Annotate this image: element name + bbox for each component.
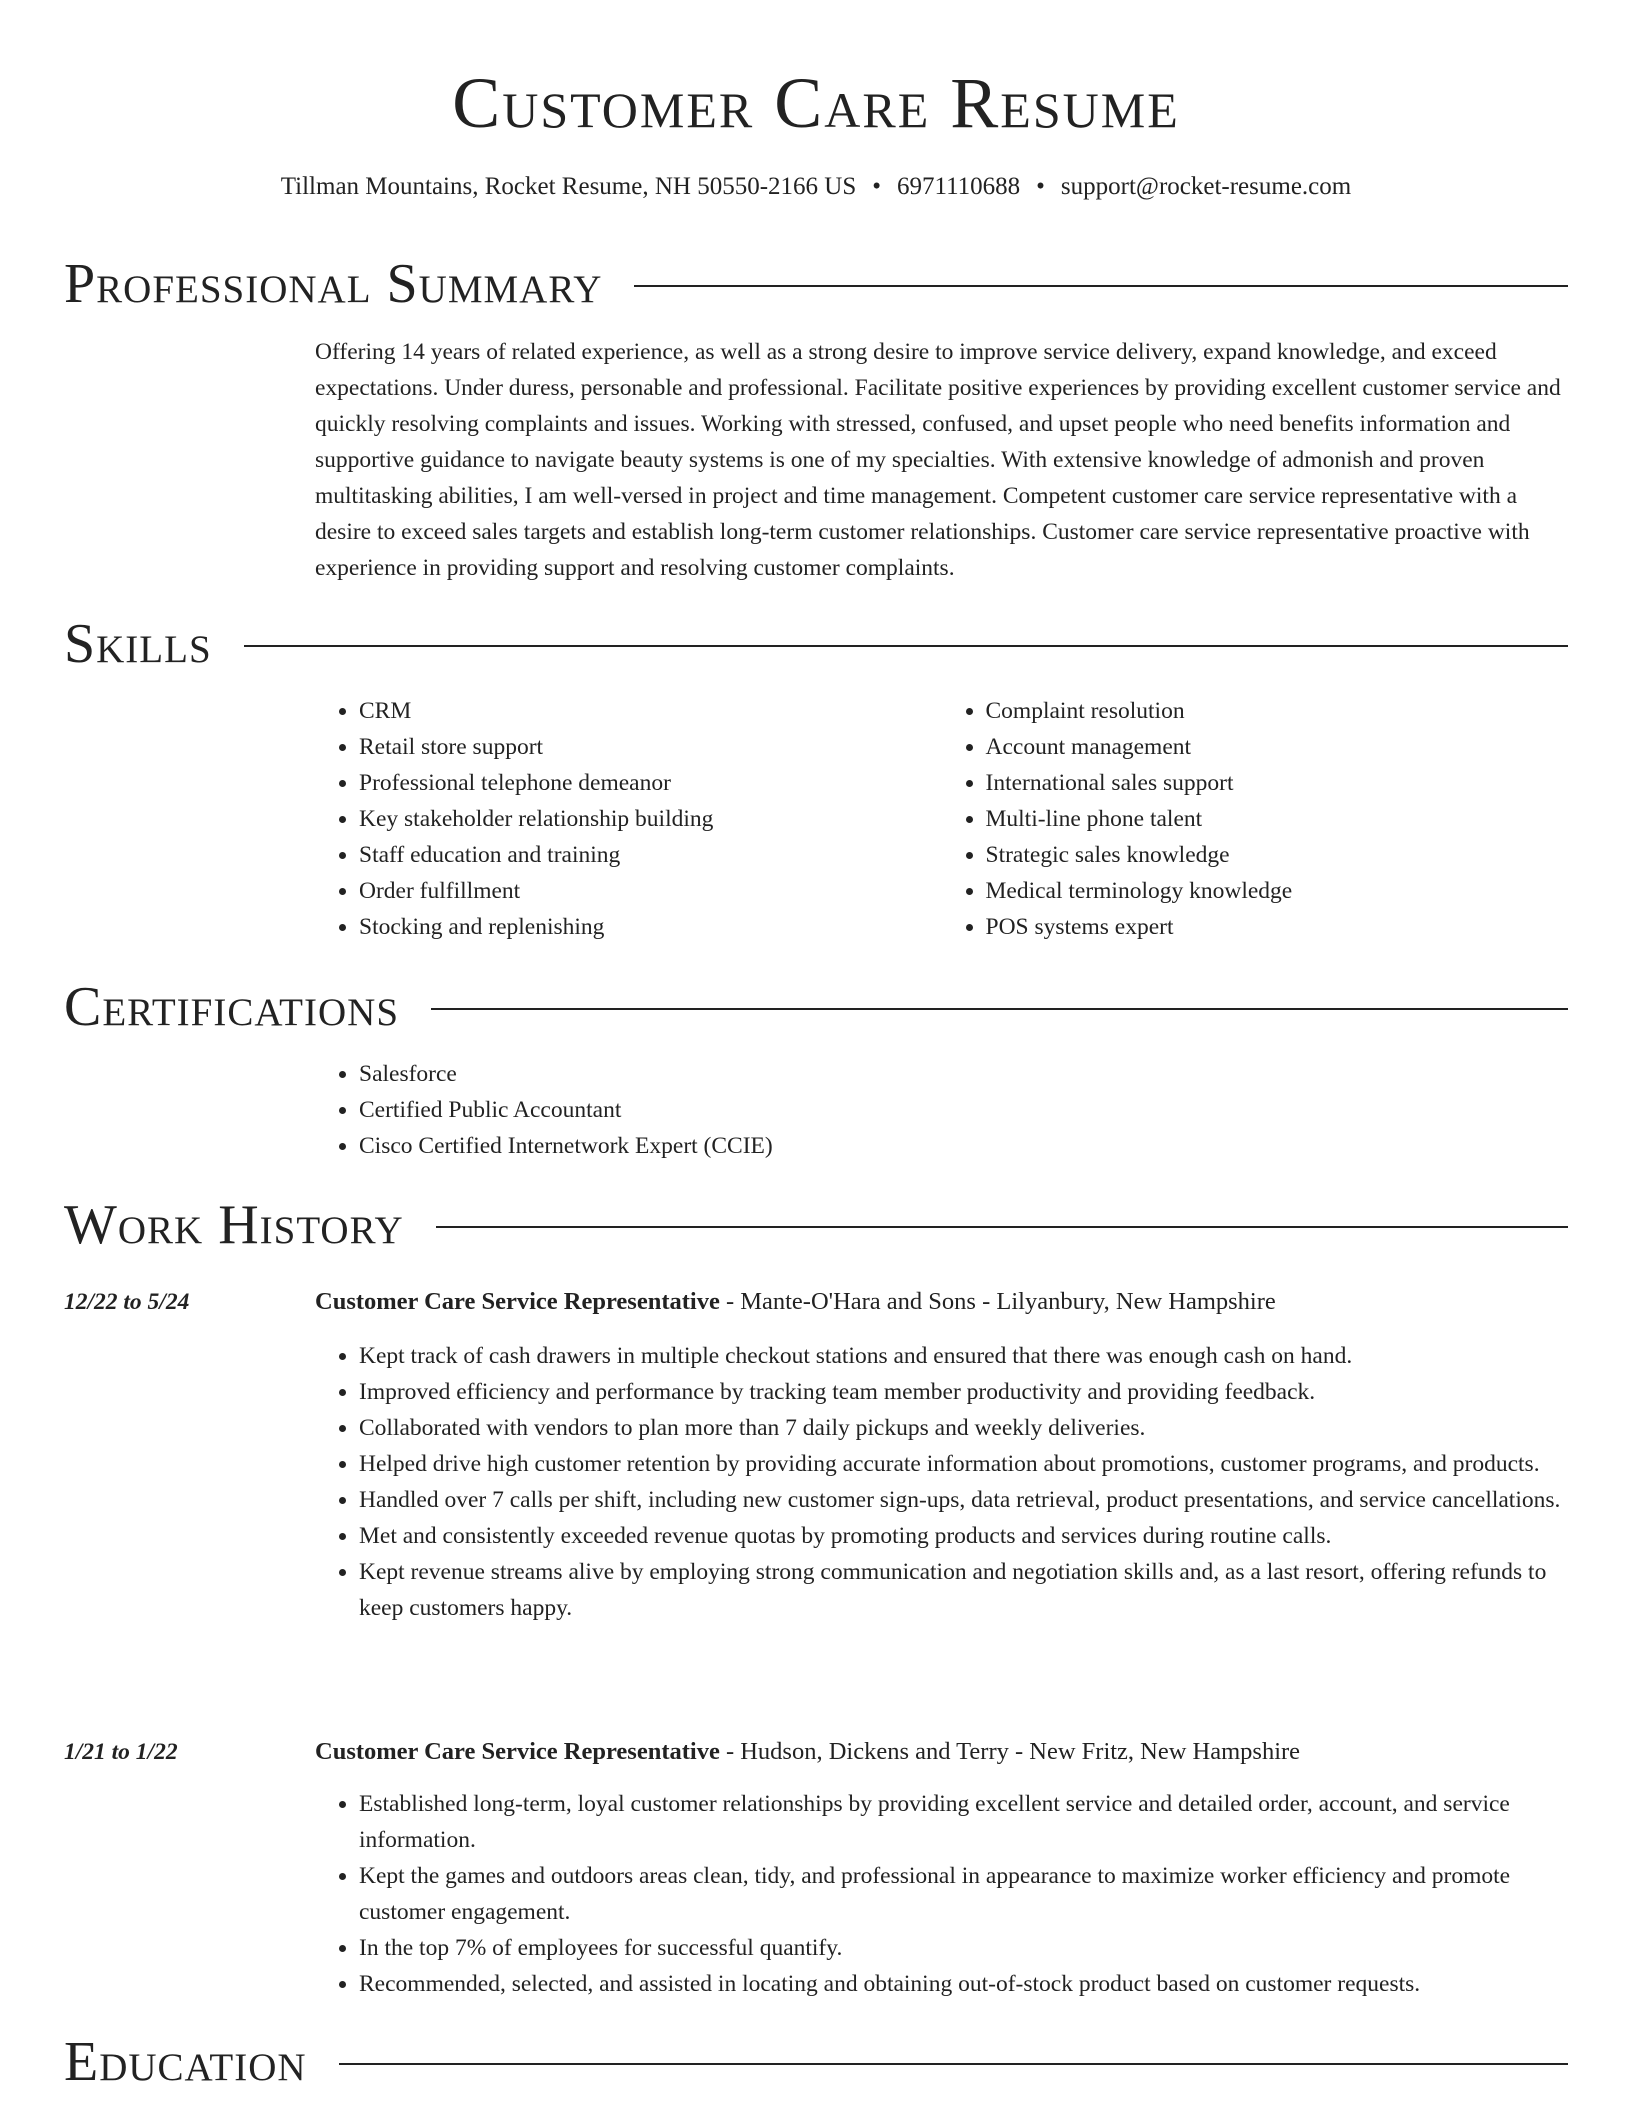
summary-text: Offering 14 years of related experience, as well as a strong desire to improve service delivery, expand knowledge, and exceed expectations. Under duress, personable and professional. Facilitate positive experiences by providing excellent customer service and quickly resolving complaints and issues. Working with stressed, confused, and upset people who need benefits information and supportive guidance to navigate beauty systems is one of my specialties. With extensive knowledge of admonish and proven multitasking abilities, I am well-versed in project and time management. Competent customer care service representative with a desire to exceed sales targets and establish long-term customer relationships. Customer care service representative proactive with experience in providing support and resolving customer complaints. [315,339,1561,581]
job-title: Customer Care Service Representative [315,1738,720,1765]
job-company: - Hudson, Dickens and Terry - New Fritz, New Hampshire [719,1738,1301,1765]
job-company: - Mante-O'Hara and Sons - Lilyanbury, New Hampshire [719,1288,1276,1315]
section-divider [339,2063,1568,2065]
summary-heading: Professional Summary [64,253,603,315]
skill-item: • Order fulfillment [359,873,942,909]
skills-block [315,693,1568,945]
job-title: Customer Care Service Representative [315,1288,720,1315]
certifications-block [315,1056,1568,1164]
job-bullet-list [315,1786,1568,2002]
contact-separator: • [1036,173,1045,200]
job-bullet: • Kept track of cash drawers in multiple checkout stations and ensured that there was enough cash on hand. [359,1338,1568,1374]
section-divider [634,285,1568,287]
skill-item: • Strategic sales knowledge [986,837,1569,873]
certifications-section-header [64,975,1568,1039]
work-section-header [64,1193,1568,1257]
certifications-list [315,1056,1568,1164]
summary-section-header [64,252,1568,316]
skill-item: • CRM [359,693,942,729]
job-bullet: • Established long-term, loyal customer relationships by providing excellent service and detailed order, account, and service information. [359,1786,1568,1858]
skill-item: • Retail store support [359,729,942,765]
skills-heading: Skills [64,613,212,675]
job-bullet: • Kept the games and outdoors areas clean, tidy, and professional in appearance to maximize worker efficiency and promote customer engagement. [359,1858,1568,1930]
contact-phone: 6971110688 [897,173,1021,200]
job-header [315,1284,1568,1320]
job-header [315,1734,1568,1770]
section-divider [436,1226,1568,1228]
education-heading: Education [64,2031,307,2093]
skill-item: • Staff education and training [359,837,942,873]
skill-item: • POS systems expert [986,909,1569,945]
skills-list-left [315,693,942,945]
skill-item: • Medical terminology knowledge [986,873,1569,909]
section-divider [244,645,1568,647]
skill-item: • International sales support [986,765,1569,801]
certification-item: • Salesforce [359,1056,1568,1092]
skills-section-header [64,612,1568,676]
section-divider [431,1008,1568,1010]
job-bullet: • In the top 7% of employees for successful quantify. [359,1930,1568,1966]
resume-title: Customer Care Resume [452,63,1180,143]
certification-item: • Cisco Certified Internetwork Expert (CCIE) [359,1128,1568,1164]
contact-separator: • [872,173,881,200]
job-details [315,1786,1568,2002]
job-bullet: • Handled over 7 calls per shift, including new customer sign-ups, data retrieval, product presentations, and service cancellations. [359,1482,1568,1518]
contact-line [0,171,1632,203]
job-bullet: • Recommended, selected, and assisted in locating and obtaining out-of-stock product based on customer requests. [359,1966,1568,2002]
job-bullet: • Met and consistently exceeded revenue quotas by promoting products and services during routine calls. [359,1518,1568,1554]
certification-item: • Certified Public Accountant [359,1092,1568,1128]
certifications-heading: Certifications [64,976,400,1038]
skill-item: • Account management [986,729,1569,765]
skill-item: • Professional telephone demeanor [359,765,942,801]
contact-email: support@rocket-resume.com [1060,173,1352,200]
job-bullet: • Collaborated with vendors to plan more than 7 daily pickups and weekly deliveries. [359,1410,1568,1446]
job-dates: 1/21 to 1/22 [64,1739,178,1765]
job-bullet: • Improved efficiency and performance by tracking team member productivity and providing feedback. [359,1374,1568,1410]
skill-item: • Key stakeholder relationship building [359,801,942,837]
job-bullet-list [315,1338,1568,1626]
summary-block [315,334,1568,586]
job-bullet: • Kept revenue streams alive by employing strong communication and negotiation skills and, as a last resort, offering refunds to keep customers happy. [359,1554,1568,1626]
skills-list-right [942,693,1569,945]
contact-address: Tillman Mountains, Rocket Resume, NH 50550-2166 US [280,173,857,200]
job-bullet: • Helped drive high customer retention by providing accurate information about promotions, customer programs, and products. [359,1446,1568,1482]
skill-item: • Stocking and replenishing [359,909,942,945]
job-details [315,1338,1568,1626]
skill-item: • Complaint resolution [986,693,1569,729]
education-section-header [64,2030,1568,2094]
job-dates: 12/22 to 5/24 [64,1289,190,1315]
work-heading: Work History [64,1194,404,1256]
skill-item: • Multi-line phone talent [986,801,1569,837]
